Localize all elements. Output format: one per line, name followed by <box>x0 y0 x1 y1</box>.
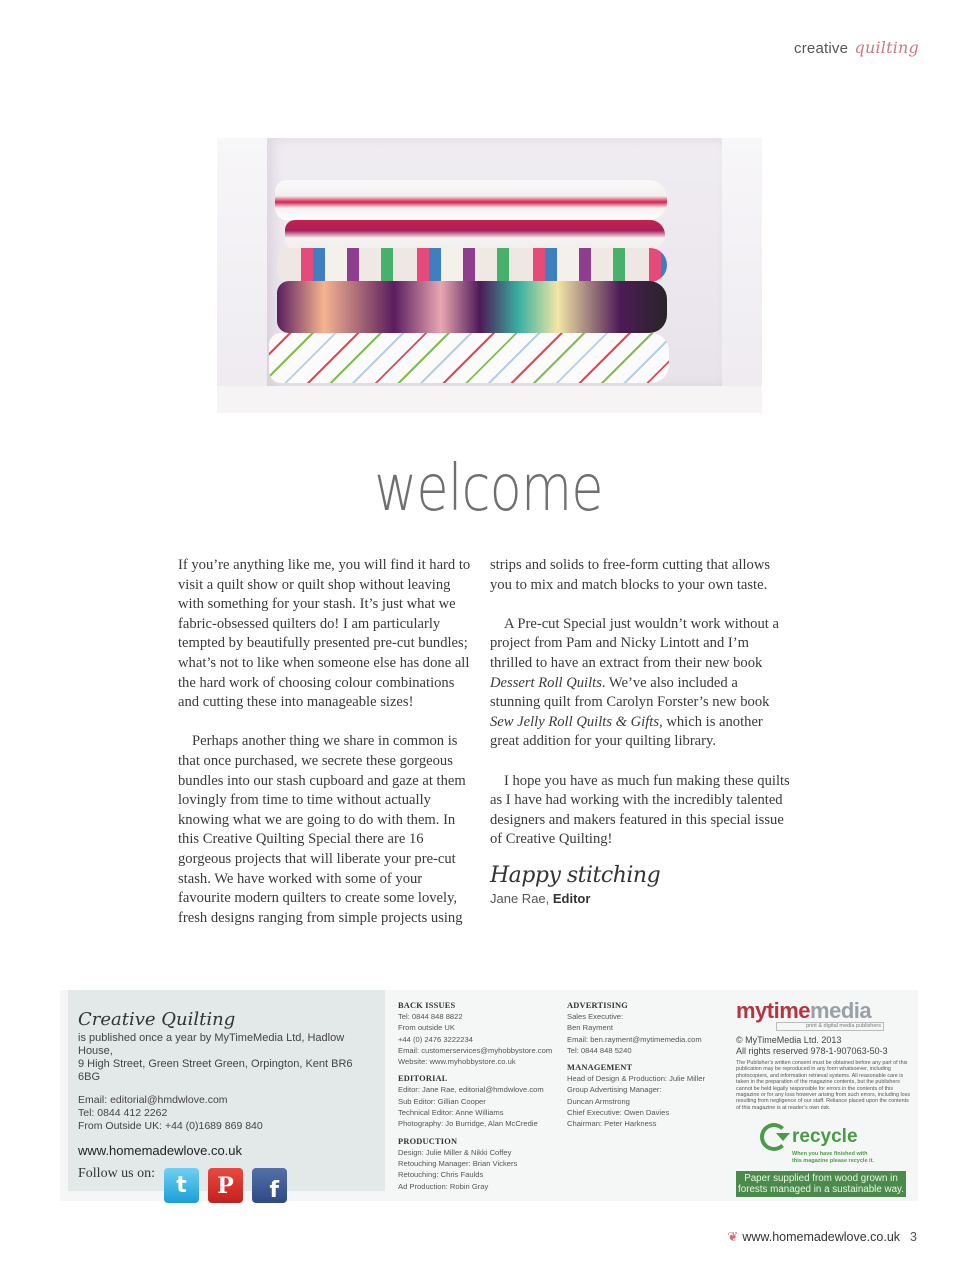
text-run: . We’ve also included a stunning quilt from Carolyn Forster’s new book <box>490 674 770 711</box>
credit-line: Photography: Jo Burridge, Alan McCredie <box>398 1119 538 1129</box>
credit-line: Design: Julie Miller & Nikki Coffey <box>398 1147 512 1157</box>
credit-line: +44 (0) 2476 3222234 <box>398 1034 473 1044</box>
credit-line: Tel: 0844 848 8822 <box>398 1012 463 1021</box>
text-run: A Pre-cut Special just wouldn’t work without a project from Pam and Nicky Lintott and I’m thrilled to have an extract from their new book <box>490 615 779 671</box>
recycle-logo <box>760 1123 912 1151</box>
copyright-line: © MyTimeMedia Ltd. 2013 <box>736 1035 842 1045</box>
isbn-line: All rights reserved 978-1-907063-50-3 <box>736 1045 888 1056</box>
credit-line: Group Advertising Manager: <box>567 1085 662 1095</box>
credits-column-1 <box>398 1000 568 1192</box>
credit-line: Technical Editor: Anne Williams <box>398 1108 504 1118</box>
contact-tel: Tel: 0844 412 2262 <box>78 1107 168 1119</box>
publisher-line: is published once a year by MyTimeMedia Ltd, Hadlow House, <box>78 1032 345 1057</box>
legal-disclaimer: The Publisher’s written consent must be obtained before any part of this publication may be reproduced in any form whatsoever, including photocopiers, and information retrieval systems. All reasonable care is taken in the preparation of the magazine contents, but the publishers cannot be held legally responsible for errors in the contents of this magazine or for any loss however arising from such errors, including loss resulting from negligence of our staff. Reliance placed upon the contents of this magazine is at reader’s own risk. <box>736 1060 911 1111</box>
logo-part: media <box>810 998 872 1023</box>
footer-website-link[interactable]: www.homemadewlove.co.uk <box>742 1230 901 1244</box>
author-signature <box>490 889 790 909</box>
mytimemedia-logo <box>736 1000 912 1022</box>
credit-website[interactable]: Website: www.myhobbystore.co.uk <box>398 1057 516 1067</box>
paragraph: strips and solids to free-form cutting that allows you to mix and match blocks to your own taste. <box>490 557 771 593</box>
credit-line: Sub Editor: Gillian Cooper <box>398 1096 486 1106</box>
credit-line: Retouching Manager: Brian Vickers <box>398 1158 518 1168</box>
hero-photo <box>217 138 762 413</box>
credit-line: Retouching: Chris Faulds <box>398 1170 484 1180</box>
paragraph: If you’re anything like me, you will find it hard to visit a quilt show or quilt shop without leaving with something for your stash. It’s just what we fabric-obsessed quilters do! I am particularly tempted by beautifully presented pre-cut bundles; what’s not to like when someone else has done all the hard work of choosing colour combinations and cutting these into manageable sizes! <box>178 557 471 711</box>
social-follow <box>78 1164 375 1203</box>
book-title: Dessert Roll Quilts <box>490 674 602 691</box>
section-heading: ADVERTISING <box>567 1001 629 1010</box>
brand-plain: creative <box>794 40 849 57</box>
recycle-icon <box>760 1123 788 1151</box>
recycle-note-line: this magazine please recycle it. <box>792 1158 874 1165</box>
contact-outside-uk: From Outside UK: +44 (0)1689 869 840 <box>78 1120 263 1132</box>
page-footer <box>727 1229 917 1245</box>
paragraph: I hope you have as much fun making these quilts as I have had working with the incredibly talented designers and makers featured in this special issue of Creative Quilting! <box>490 772 790 848</box>
credit-line: Sales Executive: <box>567 1012 624 1021</box>
follow-label: Follow us on: <box>78 1166 156 1181</box>
masthead-title: Creative Quilting <box>78 1009 236 1030</box>
website-link[interactable]: www.homemadewlove.co.uk <box>78 1143 243 1158</box>
section-heading: EDITORIAL <box>398 1074 448 1084</box>
quilt-zigzag <box>269 333 669 383</box>
author-role: Editor <box>552 891 591 907</box>
paragraph <box>490 615 790 752</box>
photo-shelf <box>217 386 762 413</box>
credit-line: Editor: Jane Rae, editorial@hmdwlove.com <box>398 1085 544 1095</box>
recycle-word: recycle <box>792 1126 858 1148</box>
quilt-patchwork <box>277 248 667 282</box>
article-column-right <box>490 556 790 909</box>
page-title: welcome <box>374 452 603 526</box>
heart-bird-icon: ❦ <box>727 1229 739 1244</box>
contact-info <box>78 1094 375 1133</box>
book-title: Sew Jelly Roll Quilts & Gifts <box>490 713 660 730</box>
credit-line: Duncan Armstrong <box>567 1096 630 1106</box>
paragraph: Perhaps another thing we share in common is that once purchased, we secrete these gorgeous bundles into our stash cupboard and gaze at them lovingly from time to time without actually knowing what we are going to do with them. In this Creative Quilting Special there are 16 gorgeous projects that will liberate your pre-cut stash. We have worked with some of your favourite modern quilters to create some lovely, fresh designs ranging from simple projects using <box>178 733 466 926</box>
recycle-note <box>792 1151 912 1165</box>
credits-column-2 <box>567 1000 737 1130</box>
page-number: 3 <box>910 1230 917 1244</box>
copyright <box>736 1035 912 1056</box>
credit-line: Head of Design & Production: Julie Miller <box>567 1074 706 1084</box>
author-name: Jane Rae, <box>490 891 553 907</box>
credit-line: Ad Production: Robin Gray <box>398 1181 489 1191</box>
signoff: Happy stitching <box>490 862 661 888</box>
quilt-red-edge <box>285 220 665 250</box>
sustainable-paper-note: Paper supplied from wood grown in forests managed in a sustainable way. <box>736 1171 906 1197</box>
credit-line: Tel: 0844 848 5240 <box>567 1045 632 1055</box>
publisher-info <box>78 1032 375 1084</box>
section-heading: BACK ISSUES <box>398 1001 456 1010</box>
credits-panel <box>60 990 918 1201</box>
section-heading: MANAGEMENT <box>567 1063 633 1073</box>
quilt-red-white <box>275 180 667 220</box>
magazine-brand <box>794 38 919 57</box>
section-heading: PRODUCTION <box>398 1136 458 1146</box>
credit-line: Chief Executive: Owen Davies <box>567 1108 670 1118</box>
brand-script: quilting <box>854 38 919 57</box>
quilt-purple-floral <box>277 281 667 333</box>
recycle-note-line: When you have finished with <box>792 1151 868 1158</box>
logo-part: mytime <box>736 998 811 1023</box>
article-column-left <box>178 556 478 948</box>
facebook-icon[interactable]: f <box>252 1168 287 1203</box>
rights-block <box>736 1000 912 1197</box>
credit-line: Ben Rayment <box>567 1023 614 1033</box>
text-run: , which is another great addition for your quilting library. <box>490 713 763 750</box>
contact-email[interactable]: Email: editorial@hmdwlove.com <box>78 1094 228 1106</box>
credit-email[interactable]: Email: ben.rayment@mytimemedia.com <box>567 1034 702 1044</box>
pinterest-icon[interactable]: P <box>208 1168 243 1203</box>
twitter-icon[interactable]: t <box>164 1168 199 1203</box>
logo-tagline: print & digital media publishers <box>776 1022 884 1031</box>
credit-line: From outside UK <box>398 1023 455 1033</box>
publisher-line: 9 High Street, Green Street Green, Orpington, Kent BR6 6BG <box>78 1058 353 1083</box>
credit-line: Chairman: Peter Harkness <box>567 1119 657 1129</box>
credit-email[interactable]: Email: customerservices@myhobbystore.com <box>398 1045 553 1055</box>
masthead <box>68 990 385 1203</box>
